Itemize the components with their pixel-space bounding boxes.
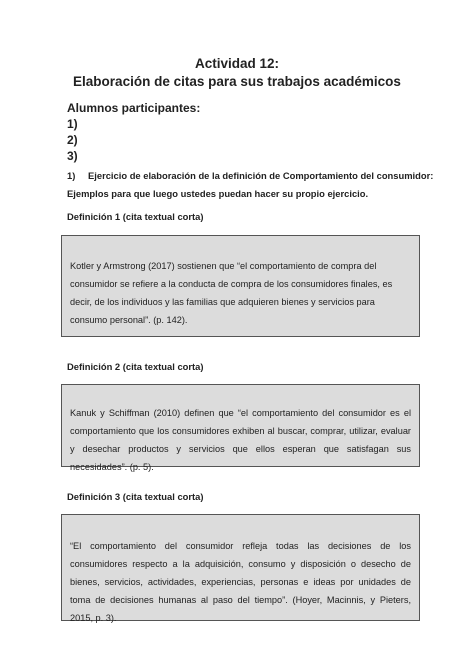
definition-2-box — [61, 384, 420, 472]
students-heading: Alumnos participantes: — [67, 101, 201, 115]
definition-2-text: Kanuk y Schiffman (2010) definen que “el comportamiento del consumidor es el comportamiento que los consumidores exhiben al buscar, comprar, utilizar, evaluar y desechar productos y servicios que ellos esperan que satisfagan sus necesidades”. (p. 5). — [70, 408, 411, 472]
definition-3-text: “El comportamiento del consumidor refleja todas las decisiones de los consumidores respecto a la adquisición, consumo y disposición o desecho de bienes, servicios, actividades, experiencias, personas e ideas por unidades de toma de decisiones humanas al paso del tiempo”. (Hoyer, Macinnis, y Pieters, 2015, p. 3). — [70, 541, 411, 623]
exercise-title: Ejercicio de elaboración de la definición de Comportamiento del consumidor: — [88, 170, 434, 181]
students-section — [67, 100, 200, 164]
definition-1-box — [61, 235, 420, 337]
definition-3-box — [61, 514, 420, 621]
exercise-line-1 — [67, 170, 434, 181]
definition-2-heading: Definición 2 (cita textual corta) — [67, 361, 204, 372]
student-item-2: 2) — [67, 133, 78, 147]
exercise-number: 1) — [67, 170, 76, 181]
student-item-3: 3) — [67, 149, 78, 163]
activity-title: Actividad 12: — [194, 56, 280, 71]
definition-1-heading: Definición 1 (cita textual corta) — [67, 211, 204, 222]
definition-1-text: Kotler y Armstrong (2017) sostienen que “el comportamiento de compra del consumidor se refiere a la conducta de compra de los consumidores finales, es decir, de los individuos y las familias que adquieren bienes y servicios para consumo personal”. (p. 142). — [70, 261, 393, 325]
definition-3-heading: Definición 3 (cita textual corta) — [67, 491, 204, 502]
document-title: Elaboración de citas para sus trabajos académicos — [73, 74, 401, 89]
exercise-line-2: Ejemplos para que luego ustedes puedan hacer su propio ejercicio. — [67, 188, 369, 199]
student-item-1: 1) — [67, 117, 78, 131]
